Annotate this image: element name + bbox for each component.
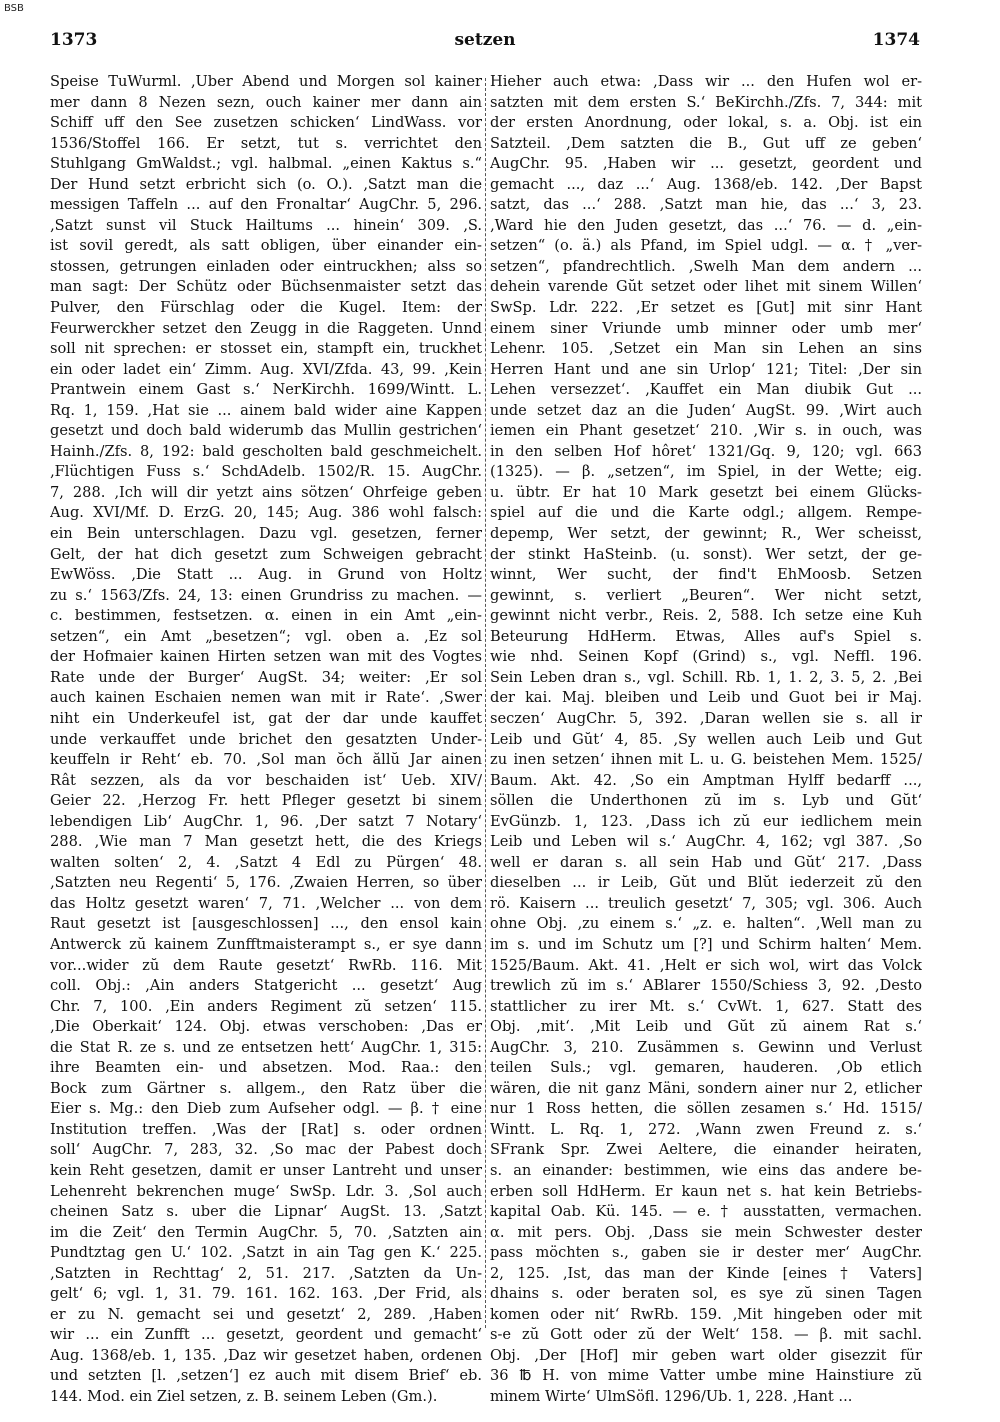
text-line: zu s.‘ 1563/Zfs. 24, 13: einen Grundriss zu machen. — xyxy=(50,586,482,604)
text-line: ihre Beamten ein- und absetzen. Mod. Raa.: den xyxy=(50,1059,482,1077)
text-line: keuffeln ir Reht‘ eb. 70. ‚Sol man ŏch ăllŭ Jar ainen xyxy=(50,751,482,769)
text-line: soll‘ AugChr. 7, 283, 32. ‚So mac der Pabest doch xyxy=(50,1141,482,1159)
text-line: ein Bein unterschlagen. Dazu vgl. gesetzen, ferner xyxy=(50,525,482,543)
text-line: Obj. ‚Der [Hof] mir geben wart older gisezzit für xyxy=(490,1346,922,1364)
text-line: auch kainen Eschaien nemen wan mit ir Rate‘. ‚Swer xyxy=(50,689,482,707)
column-divider xyxy=(485,78,486,1328)
text-line: setzen“, pfandrechtlich. ‚Swelh Man dem andern ... xyxy=(490,257,922,275)
text-line: depemp, Wer setzt, der gewinnt; R., Wer scheisst, xyxy=(490,525,922,543)
text-line: das Holtz gesetzt waren‘ 7, 71. ‚Welcher ... von dem xyxy=(50,894,482,912)
text-line: Satzteil. ‚Dem satzten die B., Gut uff ze geben‘ xyxy=(490,134,922,152)
text-line: dhains s. oder beraten sol, es sye zŭ sinen Tagen xyxy=(490,1285,922,1303)
text-line: c. bestimmen, festsetzen. α. einen in ein Amt „ein- xyxy=(50,607,482,625)
text-line: AugChr. 3, 210. Zusämmen s. Gewinn und Verlust xyxy=(490,1038,922,1056)
text-line: setzen“ (o. ä.) als Pfand, im Spiel udgl. — α. † „ver- xyxy=(490,237,922,255)
text-line: Der Hund setzt erbricht sich (o. O.). ‚Satzt man die xyxy=(50,175,482,193)
text-line: der Hofmaier kainen Hirten setzen wan mit des Vogtes xyxy=(50,648,482,666)
text-line: wären, die nit ganz Mäni, sondern ainer nur 2, etlicher xyxy=(490,1079,922,1097)
text-line: komen oder nit‘ RwRb. 159. ‚Mit hingeben oder mit xyxy=(490,1305,922,1323)
text-line: Chr. 7, 100. ‚Ein anders Regiment zŭ setzen‘ 115. xyxy=(50,997,482,1015)
text-line: Leib und Leben wil s.‘ AugChr. 4, 162; vgl 387. ‚So xyxy=(490,833,922,851)
text-line: einem siner Vriunde umb minner oder umb mer‘ xyxy=(490,319,922,337)
text-line: Rate unde der Burger‘ AugSt. 34; weiter: ‚Er sol xyxy=(50,668,482,686)
text-line: SwSp. Ldr. 222. ‚Er setzet es [Gut] mit sinr Hant xyxy=(490,299,922,317)
text-line: ‚Satzt sunst vil Stuck Hailtums ... hinein‘ 309. ‚S. xyxy=(50,216,482,234)
text-line: s. an einander: bestimmen, wie eins das andere be- xyxy=(490,1161,922,1179)
text-line: gewinnt, s. verliert „Beuren“. Wer nicht setzt, xyxy=(490,586,922,604)
page-number-left: 1373 xyxy=(50,30,98,50)
text-line: Lehenreht bekrenchen muge‘ SwSp. Ldr. 3. ‚Sol auch xyxy=(50,1182,482,1200)
text-line: im s. und im Schutz um [?] und Schirm halten‘ Mem. xyxy=(490,935,922,953)
text-line: der ersten Anordnung, oder lokal, s. a. Obj. ist ein xyxy=(490,114,922,132)
text-line: Antwerck zŭ kainem Zunfftmaisterampt s., er sye dann xyxy=(50,935,482,953)
text-line: trewlich zŭ im s.‘ ABlarer 1550/Schiess 3, 92. ‚Desto xyxy=(490,977,922,995)
text-line: der stinkt HaSteinb. (u. sonst). Wer setzt, der ge- xyxy=(490,545,922,563)
text-line: ohne Obj. ‚zu einem s.‘ „z. e. halten“. ‚Well man zu xyxy=(490,915,922,933)
text-line: gemacht ..., daz ...‘ Aug. 1368/eb. 142. ‚Der Bapst xyxy=(490,175,922,193)
text-line: α. mit pers. Obj. ‚Dass sie mein Schwester dester xyxy=(490,1223,922,1241)
text-line: und setzten [l. ‚setzen‘] ez auch mit disem Brief‘ eb. xyxy=(50,1367,482,1385)
text-line: er zu N. gemacht sei und gesetzt‘ 2, 289. ‚Haben xyxy=(50,1305,482,1323)
text-line: soll nit sprechen: er stosset ein, stampft ein, truckhet xyxy=(50,340,482,358)
text-line: Stuhlgang GmWaldst.; vgl. halbmal. „einen Kaktus s.“ xyxy=(50,155,482,173)
text-line: cheinen Satz s. uber die Lipnar‘ AugSt. 13. ‚Satzt xyxy=(50,1203,482,1221)
text-line: Hainh./Zfs. 8, 192: bald gescholten bald geschmeichelt. xyxy=(50,442,482,460)
text-line: lebendigen Lib‘ AugChr. 1, 96. ‚Der satzt 7 Notary‘ xyxy=(50,812,482,830)
text-line: Gelt, der hat dich gesetzt zum Schweigen gebracht xyxy=(50,545,482,563)
text-line: SFrank Spr. Zwei Aeltere, die einander heiraten, xyxy=(490,1141,922,1159)
text-line: stossen, getrungen einladen oder eintruckhen; alss so xyxy=(50,257,482,275)
text-line: unde verkauffet unde brichet den gesatzten Under- xyxy=(50,730,482,748)
text-line: 144. Mod. ein Ziel setzen, z. B. seinem Leben (Gm.). xyxy=(50,1388,438,1405)
text-line: Pulver, den Fürschlag oder die Kugel. Item: der xyxy=(50,299,482,317)
text-line: ein oder ladet ein‘ Zimm. Aug. XVI/Zfda. 43, 99. ‚Kein xyxy=(50,360,482,378)
text-line: kapital Oab. Kü. 145. — e. † ausstatten, vermachen. xyxy=(490,1203,922,1221)
text-line: Raut gesetzt ist [ausgeschlossen] ..., den ensol kain xyxy=(50,915,482,933)
text-line: Feurwerckher setzet den Zeugg in die Raggeten. Unnd xyxy=(50,319,482,337)
text-line: stattlicher zu irer Mt. s.‘ CvWt. 1, 627. Statt des xyxy=(490,997,922,1015)
text-line: Herren Hant und ane sin Urlop‘ 121; Titel: ‚Der sin xyxy=(490,360,922,378)
text-line: zu inen setzen‘ ihnen mit L. u. G. beistehen Mem. 1525/ xyxy=(490,751,922,769)
text-line: söllen die Underthonen zŭ im s. Lyb und Gŭt‘ xyxy=(490,792,922,810)
text-line: man sagt: Der Schütz oder Büchsenmaister setzt das xyxy=(50,278,482,296)
text-line: ‚Satzten neu Regenti‘ 5, 176. ‚Zwaien Herren, so über xyxy=(50,874,482,892)
right-column xyxy=(490,72,922,1408)
text-line: winnt, Wer sucht, der find't EhMoosb. Setzen xyxy=(490,566,922,584)
text-line: im die Zeit‘ den Termin AugChr. 5, 70. ‚Satzten ain xyxy=(50,1223,482,1241)
text-line: Prantwein einem Gast s.‘ NerKirchh. 1699/Wintt. L. xyxy=(50,381,482,399)
text-line: Bock zum Gärtner s. allgem., den Ratz über die xyxy=(50,1079,482,1097)
text-line: 1536/Stoffel 166. Er setzt, tut s. verrichtet den xyxy=(50,134,482,152)
text-line: Rât sezzen, als da vor beschaiden ist‘ Ueb. XIV/ xyxy=(50,771,482,789)
text-line: Rq. 1, 159. ‚Hat sie ... ainem bald wider aine Kappen xyxy=(50,401,482,419)
text-line: 7, 288. ‚Ich will dir yetzt ains sötzen‘ Ohrfeige geben xyxy=(50,483,482,501)
text-line: satzten mit dem ersten S.‘ BeKirchh./Zfs. 7, 344: mit xyxy=(490,93,922,111)
text-line: coll. Obj.: ‚Ain anders Statgericht ... gesetzt‘ Aug xyxy=(50,977,482,995)
text-line: gewinnt nicht verbr., Reis. 2, 588. Ich setze eine Kuh xyxy=(490,607,922,625)
text-line: ‚Flüchtigen Fuss s.‘ SchdAdelb. 1502/R. 15. AugChr. xyxy=(50,463,482,481)
text-line: walten solten‘ 2, 4. ‚Satzt 4 Edl zu Pürgen‘ 48. xyxy=(50,853,482,871)
text-line: gelt‘ 6; vgl. 1, 31. 79. 161. 162. 163. ‚Der Frid, als xyxy=(50,1285,482,1303)
text-line: ist sovil geredt, als satt obligen, über einander ein- xyxy=(50,237,482,255)
text-line: ‚Ward hie den Juden gesetzt, das ...‘ 76. — d. „ein- xyxy=(490,216,922,234)
text-line: 288. ‚Wie man 7 Man gesetzt hett, die des Kriegs xyxy=(50,833,482,851)
text-line: u. übtr. Er hat 10 Mark gesetzt bei einem Glücks- xyxy=(490,483,922,501)
text-line: EvGünzb. 1, 123. ‚Dass ich zŭ eur iedlichem mein xyxy=(490,812,922,830)
text-line: Speise TuWurml. ‚Uber Abend und Morgen sol kainer xyxy=(50,73,482,90)
text-line: setzen“, ein Amt „besetzen“; vgl. oben a. ‚Ez sol xyxy=(50,627,482,645)
text-line: messigen Taffeln ... auf den Fronaltar‘ AugChr. 5, 296. xyxy=(50,196,482,214)
text-line: Wintt. L. Rq. 1, 272. ‚Wann zwen Freund z. s.‘ xyxy=(490,1120,922,1138)
running-headword: setzen xyxy=(454,30,516,50)
text-line: gesetzt und doch bald widerumb das Mullin gestrichen‘ xyxy=(50,422,482,440)
text-line: pass möchten s., gaben sie ir dester mer‘ AugChr. xyxy=(490,1244,922,1262)
page-header xyxy=(50,30,920,54)
text-line: 1525/Baum. Akt. 41. ‚Helt er sich wol, wirt das Volck xyxy=(490,956,922,974)
text-line: dieselben ... ir Leib, Gŭt und Blŭt iederzeit zŭ den xyxy=(490,874,922,892)
text-line: 36 ℔ H. von mime Vatter umbe mine Hainstiure zŭ xyxy=(490,1367,922,1385)
text-line: ‚Die Oberkait‘ 124. Obj. etwas verschoben: ‚Das er xyxy=(50,1018,482,1036)
text-line: 2, 125. ‚Ist, das man der Kinde [eines † Vaters] xyxy=(490,1264,922,1282)
text-line: vor...wider zŭ dem Raute gesetzt‘ RwRb. 116. Mit xyxy=(50,956,482,974)
text-line: Pundtztag gen U.‘ 102. ‚Satzt in ain Tag gen K.‘ 225. xyxy=(50,1244,482,1262)
text-line: in den selben Hof hôret‘ 1321/Gq. 9, 120; vgl. 663 xyxy=(490,442,922,460)
left-column xyxy=(50,72,482,1408)
text-line: EwWöss. ‚Die Statt ... Aug. in Grund von Holtz xyxy=(50,566,482,584)
text-line: Geier 22. ‚Herzog Fr. hett Pfleger gesetzt bi sinem xyxy=(50,792,482,810)
text-line: Leib und Gŭt‘ 4, 85. ‚Sy wellen auch Leib und Gut xyxy=(490,730,922,748)
text-line: s-e zŭ Gott oder zŭ der Welt‘ 158. — β. mit sachl. xyxy=(490,1326,922,1344)
text-line: rö. Kaisern ... treulich gesetzt‘ 7, 305; vgl. 306. Auch xyxy=(490,894,922,912)
text-line: AugChr. 95. ‚Haben wir ... gesetzt, geordent und xyxy=(490,155,922,173)
text-line: minem Wirte‘ UlmSöfl. 1296/Ub. 1, 228. ‚Hant ... xyxy=(490,1388,853,1405)
text-line: Lehenr. 105. ‚Setzet ein Man sin Lehen an sins xyxy=(490,340,922,358)
text-line: die Stat R. ze s. und ze entsetzen hett‘ AugChr. 1, 315: xyxy=(50,1038,482,1056)
text-line: wie nhd. Seinen Kopf (Grind) s., vgl. Neffl. 196. xyxy=(490,648,922,666)
text-line: der kai. Maj. bleiben und Leib und Guot bei ir Maj. xyxy=(490,689,922,707)
text-line: dehein varende Gŭt setzet oder lihet mit sinem Willen‘ xyxy=(490,278,922,296)
text-line: wir ... ein Zunfft ... gesetzt, geordent und gemacht‘ xyxy=(50,1326,482,1344)
text-line: seczen‘ AugChr. 5, 392. ‚Daran wellen sie s. all ir xyxy=(490,709,922,727)
text-line: nur 1 Ross hetten, die söllen zesamen s.‘ Hd. 1515/ xyxy=(490,1100,922,1118)
text-line: mer dann 8 Nezen sezn, ouch kainer mer dann ain xyxy=(50,93,482,111)
text-line: kein Reht gesetzen, damit er unser Lantreht und unser xyxy=(50,1161,482,1179)
text-line: Aug. XVI/Mf. D. ErzG. 20, 145; Aug. 386 wohl falsch: xyxy=(50,504,482,522)
text-line: well er daran s. all sein Hab und Gŭt‘ 217. ‚Dass xyxy=(490,853,922,871)
library-watermark-label: BSB xyxy=(4,3,24,14)
text-line: (1325). — β. „setzen“, im Spiel, in der Wette; eig. xyxy=(490,463,922,481)
text-line: Aug. 1368/eb. 1, 135. ‚Daz wir gesetzet haben, ordenen xyxy=(50,1346,482,1364)
text-line: erben soll HdHerm. Er kaun net s. hat kein Betriebs- xyxy=(490,1182,922,1200)
text-line: Institution treffen. ‚Was der [Rat] s. oder ordnen xyxy=(50,1120,482,1138)
text-line: Hieher auch etwa: ‚Dass wir ... den Hufen wol er- xyxy=(490,73,922,90)
text-line: unde setzet daz an die Juden‘ AugSt. 99. ‚Wirt auch xyxy=(490,401,922,419)
text-line: Baum. Akt. 42. ‚So ein Amptman Hylff bedarff ..., xyxy=(490,771,922,789)
text-line: teilen Suls.; vgl. gemaren, hauderen. ‚Ob etlich xyxy=(490,1059,922,1077)
text-line: Beteurung HdHerm. Etwas, Alles auf's Spiel s. xyxy=(490,627,922,645)
text-line: Obj. ‚mit‘. ‚Mit Leib und Gŭt zŭ ainem Rat s.‘ xyxy=(490,1018,922,1036)
page-number-right: 1374 xyxy=(872,30,920,50)
text-line: iemen ein Phant gesetzet‘ 210. ‚Wir s. in ouch, was xyxy=(490,422,922,440)
text-line: Eier s. Mg.: den Dieb zum Aufseher odgl. — β. † eine xyxy=(50,1100,482,1118)
text-line: ‚Satzten in Rechttag‘ 2, 51. 217. ‚Satzten da Un- xyxy=(50,1264,482,1282)
text-line: satzt, das ...‘ 288. ‚Satzt man hie, das ...‘ 3, 23. xyxy=(490,196,922,214)
text-line: niht ein Underkeufel ist, gat der dar unde kauffet xyxy=(50,709,482,727)
text-line: Lehen versezzet‘. ‚Kauffet ein Man diubik Gut ... xyxy=(490,381,922,399)
text-line: spiel auf die und die Karte odgl.; allgem. Rempe- xyxy=(490,504,922,522)
text-line: Schiff uff den See zusetzen schicken‘ LindWass. vor xyxy=(50,114,482,132)
text-line: Sein Leben dran s., vgl. Schill. Rb. 1, 1. 2, 3. 5, 2. ‚Bei xyxy=(490,668,922,686)
